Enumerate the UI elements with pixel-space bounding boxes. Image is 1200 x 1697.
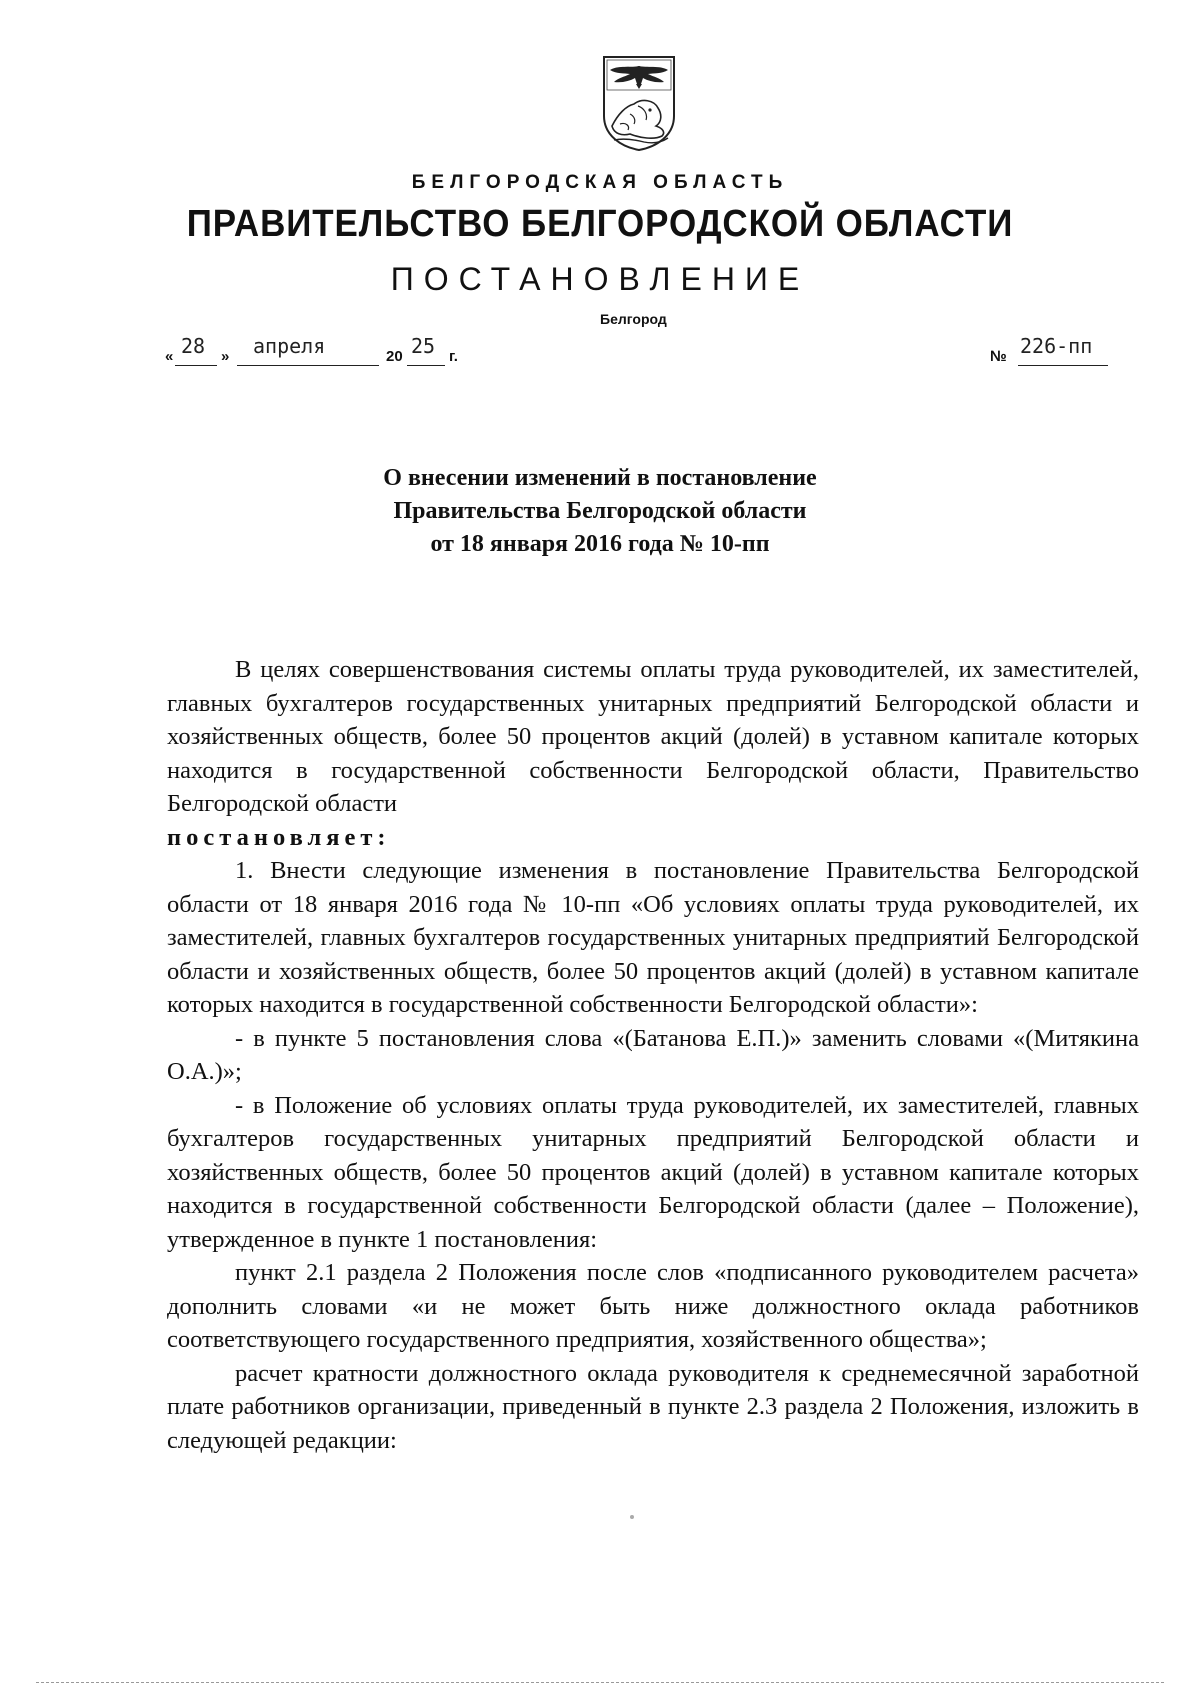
government-name: ПРАВИТЕЛЬСТВО БЕЛГОРОДСКОЙ ОБЛАСТИ [186,203,1014,245]
date-year-mark: г. [449,348,458,365]
title-line-1: О внесении изменений в постановление [383,465,817,491]
paragraph-2: - в пункте 5 постановления слова «(Батанова Е.П.)» заменить словами «(Митякина О.А.)»; [167,1024,1139,1085]
date-month: апреля [253,334,326,358]
date-day: 28 [181,334,206,358]
document-title [0,462,1200,561]
title-line-3: от 18 января 2016 года № 10-пп [430,531,770,557]
document-date [165,334,505,368]
decree-word: постановляет: [167,823,391,851]
date-close-quote: » [221,348,230,365]
intro-paragraph: В целях совершенствования системы оплаты труда руководителей, их заместителей, главных бухгалтеров государственных унитарных предприятий Белгородской области и хозяйственных обществ, более 50 процентов акций (долей) в уставном капитале которых находится в государственной собственности Белгородской области, Правительство Белгородской области [167,656,1139,817]
document-type: ПОСТАНОВЛЕНИЕ [390,261,810,297]
day-underline [175,365,217,366]
scan-speck [630,1515,634,1519]
date-year-prefix: 20 [386,348,403,365]
document-body [167,653,1139,1457]
paragraph-5: расчет кратности должностного оклада руководителя к среднемесячной заработной плате работников организации, приведенный в пункте 2.3 раздела 2 Положения, изложить в следующей редакции: [167,1359,1139,1454]
paragraph-3: - в Положение об условиях оплаты труда руководителей, их заместителей, главных бухгалтеров государственных унитарных предприятий Белгородской области и хозяйственных обществ, более 50 процентов акций (долей) в уставном капитале которых находится в государственной собственности Белгородской области (далее – Положение), утвержденное в пункте 1 постановления: [167,1091,1139,1253]
number-underline [1018,365,1108,366]
date-open-quote: « [165,348,174,365]
title-line-2: Правительства Белгородской области [393,498,807,524]
page-bottom-edge [36,1682,1164,1683]
date-year-suffix: 25 [411,334,436,358]
city-name: Белгород [600,311,667,327]
number-value: 226-пп [1020,334,1093,358]
region-name: БЕЛГОРОДСКАЯ ОБЛАСТЬ [411,172,789,193]
year-underline [407,365,445,366]
number-label: № [990,348,1007,365]
coat-of-arms-icon [600,54,678,152]
month-underline [237,365,379,366]
paragraph-1: 1. Внести следующие изменения в постановление Правительства Белгородской области от 18 января 2016 года № 10-пп «Об условиях оплаты труда руководителей, их заместителей, главных бухгалтеров государственных унитарных предприятий Белгородской области и хозяйственных обществ, более 50 процентов акций (долей) в уставном капитале которых находится в государственной собственности Белгородской области»: [167,857,1139,1018]
document-number [990,334,1120,368]
paragraph-4: пункт 2.1 раздела 2 Положения после слов «подписанного руководителем расчета» дополнить словами «и не может быть ниже должностного оклада работников соответствующего государственного предприятия, хозяйственного общества»; [167,1259,1139,1353]
